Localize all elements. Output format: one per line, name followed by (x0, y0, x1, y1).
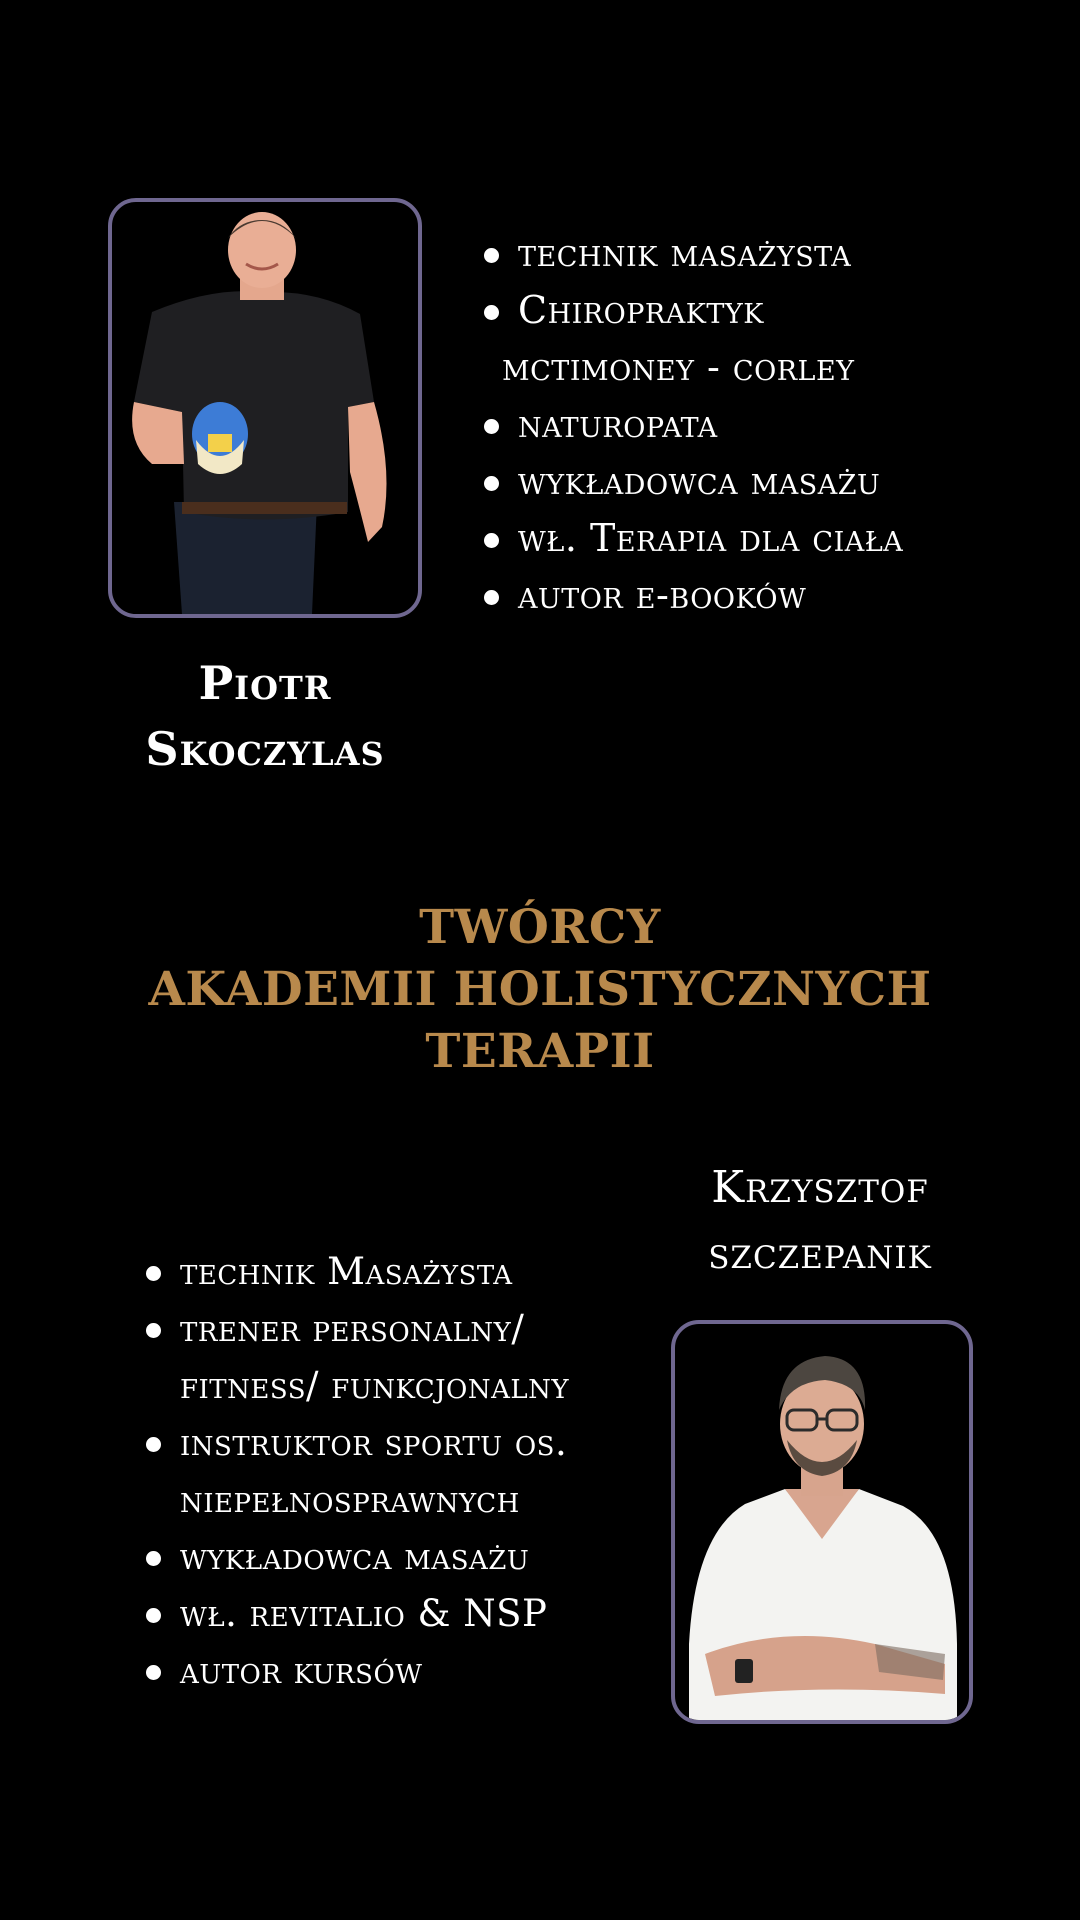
name-piotr-first: Piotr (198, 656, 332, 710)
list-item: trener personalny/ fitness/ funkcjonalny (146, 1300, 666, 1414)
list-item: technik Masażysta (146, 1243, 666, 1300)
list-item: wł. Terapia dla ciała (484, 510, 1064, 567)
name-piotr-skoczylas (90, 650, 440, 782)
page-title-line1: TWÓRCY (419, 900, 661, 955)
photo-krzysztof-szczepanik (671, 1320, 973, 1724)
qualifications-list-piotr (484, 225, 1064, 624)
list-item: wł. revitalio & NSP (146, 1585, 666, 1642)
list-item: autor e-booków (484, 567, 1064, 624)
qualifications-list-krzysztof (146, 1243, 666, 1699)
list-item: instruktor sportu os. niepełnosprawnych (146, 1414, 666, 1528)
list-item: autor kursów (146, 1642, 666, 1699)
name-krzysztof-first: Krzysztof (711, 1162, 929, 1213)
page-title-line2: AKADEMII HOLISTYCZNYCH TERAPII (148, 962, 932, 1079)
list-item: Chiropraktyk mctimoney - corley (484, 282, 1064, 396)
name-krzysztof-last: szczepanik (708, 1228, 932, 1279)
list-item: wykładowca masażu (484, 453, 1064, 510)
photo-piotr-skoczylas (108, 198, 422, 618)
list-item: wykładowca masażu (146, 1528, 666, 1585)
name-piotr-last: Skoczylas (145, 722, 385, 776)
person-portrait-piotr (112, 202, 418, 614)
person-portrait-krzysztof (675, 1324, 969, 1720)
page-title (40, 897, 1040, 1083)
list-item: naturopata (484, 396, 1064, 453)
list-item: technik masażysta (484, 225, 1064, 282)
name-krzysztof-szczepanik (640, 1155, 1000, 1287)
